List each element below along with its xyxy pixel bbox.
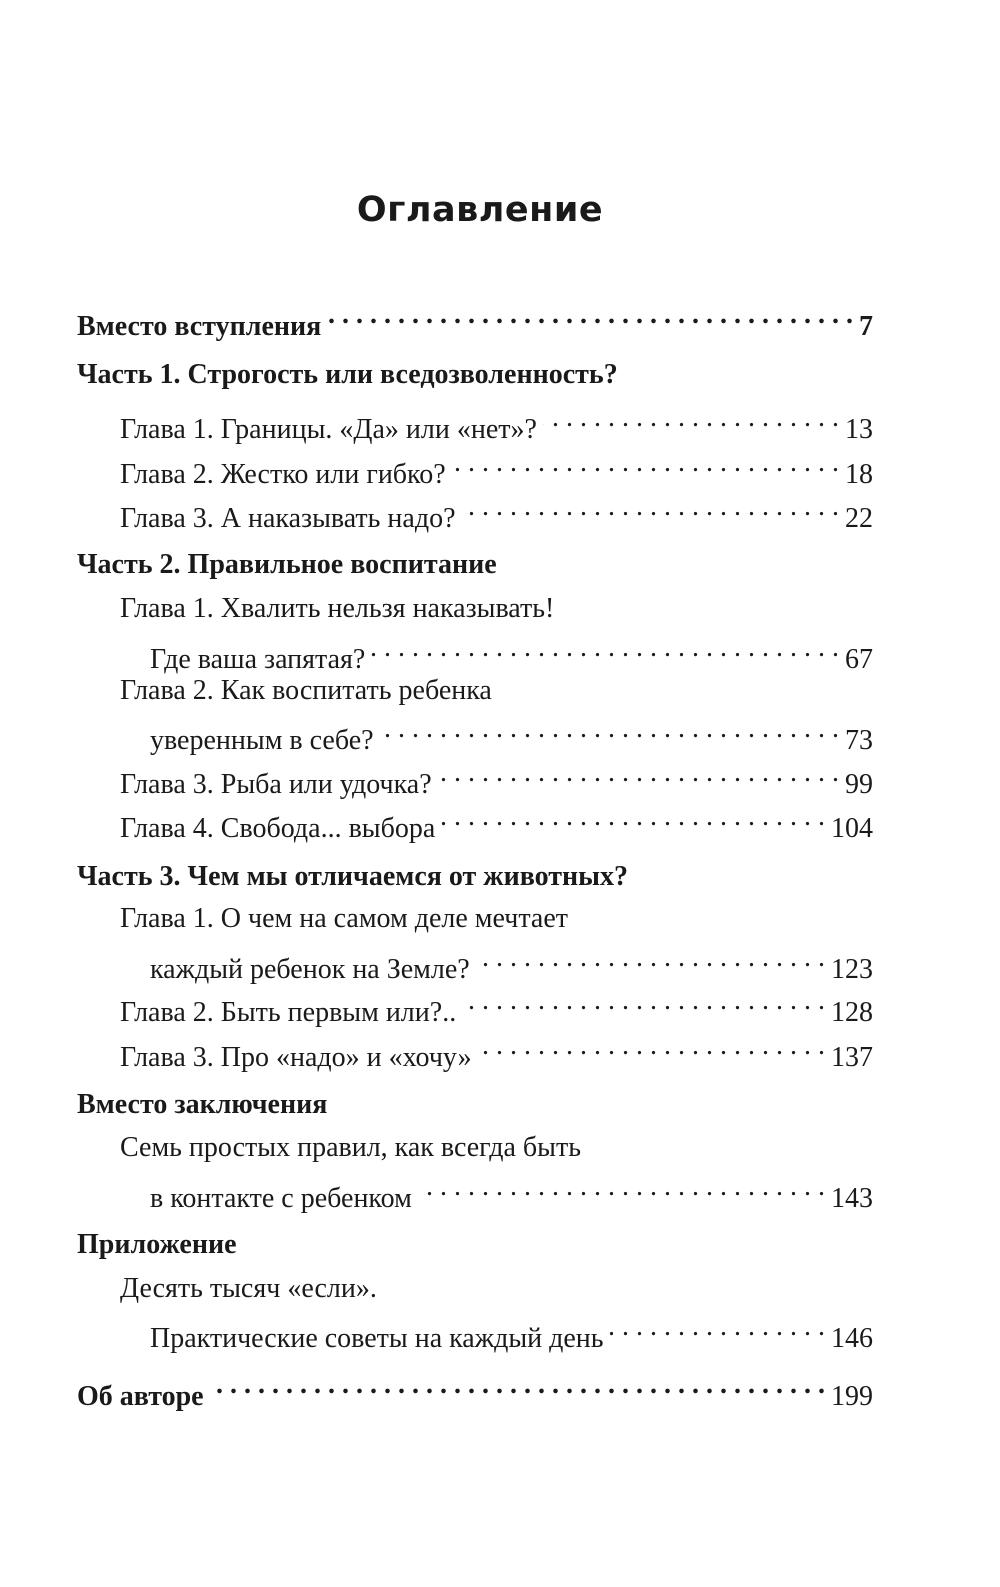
entry-title: Глава 2. Как воспитать ребенка (120, 675, 492, 706)
toc-entry[interactable] (120, 398, 873, 445)
toc-entry[interactable] (120, 671, 873, 711)
toc-entry[interactable] (120, 797, 873, 844)
entry-title: Вместо заключения (77, 1089, 328, 1120)
toc-entry[interactable] (120, 1269, 873, 1309)
toc-entry[interactable] (150, 1167, 873, 1214)
dot-leader (441, 797, 825, 837)
entry-title: Глава 1. Границы. «Да» или «нет»? (120, 414, 537, 445)
entry-title: Часть 2. Правильное воспитание (77, 549, 497, 580)
toc-entry[interactable] (150, 709, 873, 756)
entry-title: Глава 1. О чем на самом деле мечтает (120, 903, 568, 934)
toc-entry[interactable] (120, 1128, 873, 1168)
entry-title: Десять тысяч «если». (120, 1273, 377, 1304)
toc-entry[interactable] (120, 443, 873, 490)
dot-leader (380, 709, 839, 749)
toc-entry[interactable] (120, 487, 873, 534)
toc-entry[interactable] (120, 981, 873, 1028)
page-number: 67 (845, 644, 873, 675)
page-number: 18 (845, 459, 873, 490)
toc-part-heading[interactable] (77, 857, 873, 897)
entry-title: Об авторе (77, 1381, 204, 1412)
entry-title: Глава 4. Свобода... выбора (120, 813, 436, 844)
dot-leader (418, 1167, 825, 1207)
dot-leader (371, 628, 839, 668)
dot-leader (478, 1026, 825, 1066)
page-number: 13 (845, 414, 873, 445)
entry-title: Глава 3. Про «надо» и «хочу» (120, 1042, 472, 1073)
entry-title: Вместо вступления (77, 311, 322, 342)
page-number: 143 (831, 1183, 873, 1214)
toc-part-heading[interactable] (77, 355, 873, 395)
toc-entry[interactable] (150, 628, 873, 675)
entry-title: Глава 2. Жестко или гибко? (120, 459, 446, 490)
page-number: 104 (831, 813, 873, 844)
entry-title: Глава 2. Быть первым или?.. (120, 997, 457, 1028)
page-number: 123 (831, 954, 873, 985)
toc-entry[interactable] (150, 1307, 873, 1354)
page-number: 199 (831, 1381, 873, 1412)
dot-leader (462, 487, 839, 527)
toc-entry[interactable] (77, 295, 873, 342)
page-number: 73 (845, 725, 873, 756)
entry-title: Приложение (77, 1229, 237, 1260)
toc-part-heading[interactable] (77, 1085, 873, 1125)
entry-title: каждый ребенок на Земле? (150, 954, 470, 985)
toc-entry[interactable] (120, 589, 873, 629)
toc-part-heading[interactable] (77, 545, 873, 585)
entry-title: Глава 3. Рыба или удочка? (120, 769, 432, 800)
dot-leader (452, 443, 839, 483)
toc-entry[interactable] (150, 938, 873, 985)
toc-entry[interactable] (120, 899, 873, 939)
entry-title: уверенным в себе? (150, 725, 374, 756)
page-number: 146 (831, 1323, 873, 1354)
entry-title: Практические советы на каждый день (150, 1323, 604, 1354)
page-number: 7 (859, 311, 873, 342)
page-number: 128 (831, 997, 873, 1028)
toc-part-heading[interactable] (77, 1225, 873, 1265)
entry-title: Где ваша запятая? (150, 644, 366, 675)
entry-title: Часть 3. Чем мы отличаемся от животных? (77, 861, 629, 892)
entry-title: в контакте с ребенком (150, 1183, 412, 1214)
entry-title: Глава 1. Хвалить нельзя наказывать! (120, 593, 555, 624)
page-number: 22 (845, 503, 873, 534)
entry-title: Глава 3. А наказывать надо? (120, 503, 456, 534)
dot-leader (610, 1307, 825, 1347)
dot-leader (327, 295, 853, 335)
entry-title: Семь простых правил, как всегда быть (120, 1132, 581, 1163)
page-number: 99 (845, 769, 873, 800)
dot-leader (438, 753, 839, 793)
toc-entry[interactable] (77, 1365, 873, 1412)
entry-title: Часть 1. Строгость или вседозволенность? (77, 359, 618, 390)
page-title: Оглавление (356, 190, 604, 230)
dot-leader (476, 938, 825, 978)
toc-entry[interactable] (120, 753, 873, 800)
dot-leader (210, 1365, 825, 1405)
toc-entry[interactable] (120, 1026, 873, 1073)
page-number: 137 (831, 1042, 873, 1073)
dot-leader (543, 398, 839, 438)
dot-leader (462, 981, 825, 1021)
